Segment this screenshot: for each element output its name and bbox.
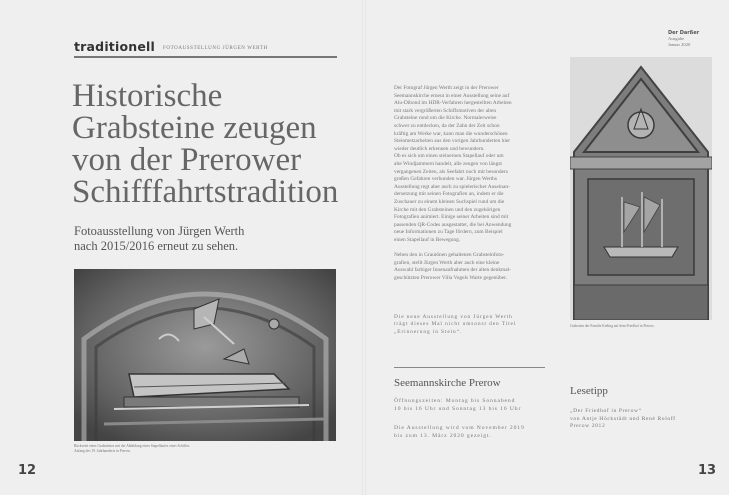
page-spine [362,0,366,495]
opening-hours: Öffnungszeiten: Montag bis Sonnabend 10 bis 16 Uhr und Sonntag 13 bis 16 Uhr [394,398,522,412]
header-divider [74,56,337,58]
magazine-title: Der Darßer [668,30,700,36]
lesetipp-title: Lesetipp [570,385,608,397]
gravestone-relief-photo [74,269,336,441]
family-gravestone-image [570,57,712,320]
lesetipp-text: „Der Friedhof in Prerow“ von Antje Höckstädt und René Roloff Prerow 2012 [570,408,676,430]
page-header [74,38,336,58]
header-section-label: FOTOAUSSTELLUNG JÜRGEN WERTH [163,46,268,51]
page-number-right: 13 [698,463,717,478]
gravestone-family-photo [570,57,712,320]
body-paragraph-2: Neben den in Grautönen gehaltenen Grabsteinfoto- grafien, stellt Jürgen Werth aber auch eine kleine Auswahl farbiger Innenaufnahmen der alten denkmal- geschützten Prerower Villa Vogels Warte gegenüber. [394,252,511,281]
exhibition-duration: Die Ausstellung wird vom November 2019 bis zum 13. März 2020 gezeigt. [394,425,525,439]
brand-logo: traditionell [74,39,156,54]
article-subtitle: Fotoausstellung von Jürgen Werth nach 2015/2016 erneut zu sehen. [74,224,245,253]
article-title: Historische Grabsteine zeugen von der Prerower Schifffahrtstradition [72,78,339,210]
info-title: Seemannskirche Prerow [394,377,501,389]
left-photo-caption: Rückseite eines Grabsteines mit der Abbildung eines Stapellaufes eines Schiffes. Anfang des 19. Jahrhunderts in Prerow. [74,444,191,453]
body-paragraph-1: Der Fotograf Jürgen Werth zeigt in der Prerower Seemannskirche erneut in einer Ausstellung seine auf Alu-Dibond im HDR-Verfahren hergestellten Arbeiten mit stark vergrößerten Schiffsmotiven der alten Grabsteine rund um die Kirche. Normalerweise schwer zu entdecken, da der Zahn der Zeit schon kräftig am Werke war, kann man die wunderschönen Steinmetzarbeiten aus den vorigen Jahrhunderten hier wieder deutlich erkennen und bewundern. Ob es sich um einen steinernen Stapellauf oder um alte Windjammern handelt, alle zeugen von längst vergangenen Zeiten, als Seefahrt noch mit besonders großen Gefahren verbunden war. Jürgen Werths Ausstellung regt aber auch zu spielerischer Auseinan- dersetzung mit seinen Fotografien an, indem er die Zuschauer zu einem kleinen Suchspiel rund um die Kirche mit den Grabsteinen und den zugehörigen Fotografien animiert. Einige seiner Arbeiten sind mit passenden QR-Codes ausgestattet, die bei Anwendung neue Informationen zu Tage fördern, zum Beispiel einen Stapellauf in Bewegung. [394,85,512,243]
right-photo-caption: Grabstein der Familie Kieling auf dem Friedhof in Prerow. [570,324,655,328]
issue-date: Januar 2020 [668,41,691,47]
page-number-left: 12 [18,463,37,478]
body-column [394,85,544,290]
info-divider [394,367,545,368]
issue-label: Ausgabe [668,36,685,41]
ship-launch-relief-image [74,269,336,441]
magazine-info [668,30,723,47]
body-paragraph-3: Die neue Ausstellung von Jürgen Werth trägt dieses Mal nicht umsonst den Titel „Erinnerung in Stein“. [394,314,517,335]
